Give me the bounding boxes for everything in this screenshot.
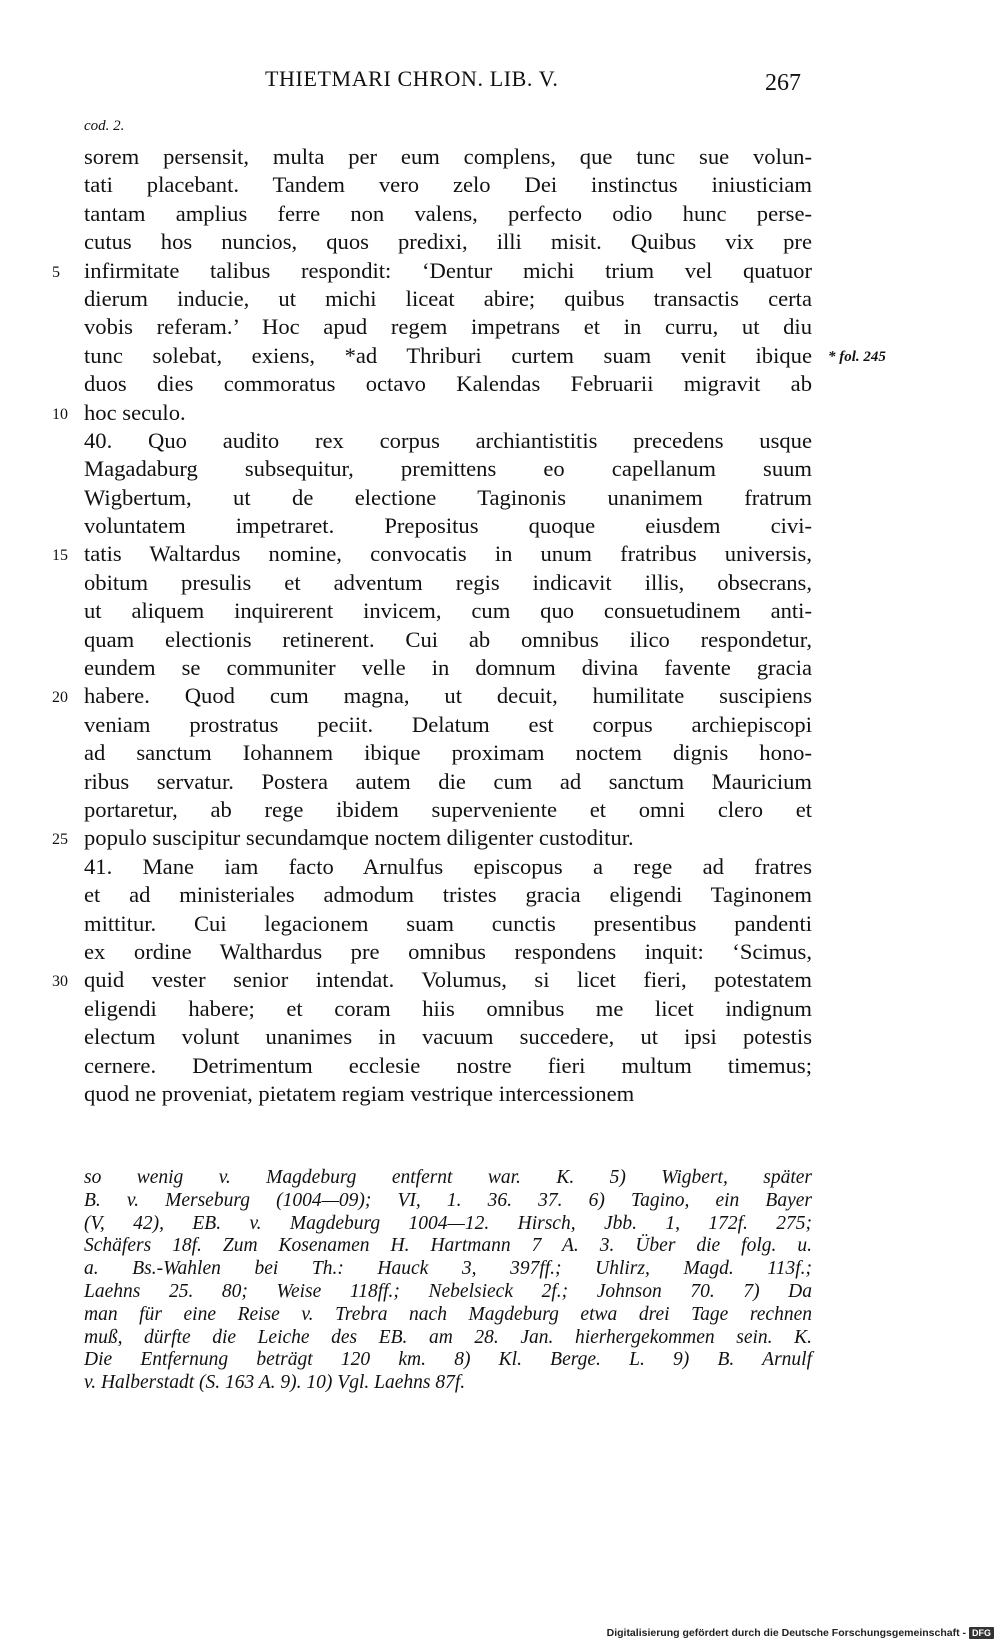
line-text: eundem se communiter velle in domnum divina favente gracia [84, 655, 812, 681]
codex-note: cod. 2. [84, 118, 125, 134]
footnote-line [84, 1213, 812, 1236]
line-text: portaretur, ab rege ibidem superveniente et omni clero et [84, 796, 812, 822]
footnote-text: (V, 42), EB. v. Magdeburg 1004—12. Hirsch, Jbb. 1, 172f. 275; [84, 1212, 812, 1234]
folio-margin-reference: * fol. 245 [828, 348, 886, 365]
line-text: 41. Mane iam facto Arnulfus episcopus a rege ad fratres [84, 853, 812, 879]
footnote-text: a. Bs.-Wahlen bei Th.: Hauck 3, 397ff.; Uhlirz, Magd. 113f.; [84, 1258, 812, 1280]
line-text: populo suscipitur secundamque noctem diligenter custoditur. [84, 825, 634, 851]
footnote-line [84, 1327, 812, 1350]
line-text: tunc solebat, exiens, *ad Thriburi curtem suam venit ibique [84, 342, 812, 368]
text-line [52, 540, 812, 568]
text-line [84, 1052, 812, 1080]
footnote-line [84, 1235, 812, 1258]
text-line [84, 796, 812, 824]
line-text: 40. Quo audito rex corpus archiantistitis precedens usque [84, 427, 812, 453]
line-text: electum volunt unanimes in vacuum succedere, ut ipsi potestis [84, 1024, 812, 1050]
running-title: THIETMARI CHRON. LIB. V. [265, 66, 559, 91]
footnote-text: v. Halberstadt (S. 163 A. 9). 10) Vgl. Laehns 87f. [84, 1372, 466, 1394]
text-line [84, 455, 812, 483]
text-line [84, 881, 812, 909]
footnote-text: B. v. Merseburg (1004—09); VI, 1. 36. 37. 6) Tagino, ein Bayer [84, 1189, 812, 1211]
line-text: tatis Waltardus nomine, convocatis in unum fratribus universis, [84, 541, 812, 567]
text-line [84, 512, 812, 540]
footnote-line [84, 1281, 812, 1304]
text-line [52, 966, 812, 994]
text-line [84, 427, 812, 455]
footnote-text: muß, dürfte die Leiche des EB. am 28. Jan. hierhergekommen sein. K. [84, 1326, 812, 1348]
line-number: 30 [52, 973, 68, 991]
footnote-text: Schäfers 18f. Zum Kosenamen H. Hartmann 7 A. 3. Über die folg. u. [84, 1235, 812, 1257]
dfg-logo: DFG [969, 1627, 994, 1639]
line-text: cutus hos nuncios, quos predixi, illi misit. Quibus vix pre [84, 229, 812, 255]
page-number: 267 [765, 70, 801, 96]
footnote-text: so wenig v. Magdeburg entfernt war. K. 5) Wigbert, später [84, 1167, 812, 1188]
text-line [52, 399, 812, 427]
page-header [0, 66, 1000, 100]
text-line [84, 171, 812, 199]
line-number: 15 [52, 547, 68, 565]
line-text: tati placebant. Tandem vero zelo Dei instinctus iniusticiam [84, 172, 812, 198]
text-line [84, 626, 812, 654]
text-line [84, 484, 812, 512]
line-text: mittitur. Cui legacionem suam cunctis presentibus pandenti [84, 910, 812, 936]
digitization-credit [607, 1627, 994, 1639]
text-line [84, 995, 812, 1023]
line-text: ut aliquem inquirerent invicem, cum quo consuetudinem anti- [84, 598, 812, 624]
text-line [52, 824, 812, 852]
text-line [84, 1080, 812, 1108]
line-number: 5 [52, 263, 60, 281]
line-text: quod ne proveniat, pietatem regiam vestrique intercessionem [84, 1080, 635, 1106]
footnote-text: man für eine Reise v. Trebra nach Magdeburg etwa drei Tage rechnen [84, 1303, 812, 1325]
text-line [84, 597, 812, 625]
text-line [84, 370, 812, 398]
line-text: ribus servatur. Postera autem die cum ad sanctum Mauricium [84, 768, 812, 794]
main-text [52, 143, 886, 1108]
line-text: Magadaburg subsequitur, premittens eo capellanum suum [84, 456, 812, 482]
line-text: quam electionis retinerent. Cui ab omnibus ilico respondetur, [84, 626, 812, 652]
text-line [84, 910, 812, 938]
footnote-text: Die Entfernung beträgt 120 km. 8) Kl. Berge. L. 9) B. Arnulf [84, 1349, 812, 1371]
line-text: cernere. Detrimentum ecclesie nostre fieri multum timemus; [84, 1052, 812, 1078]
footnotes [84, 1167, 812, 1395]
line-text: voluntatem impetraret. Prepositus quoque eiusdem civi- [84, 513, 812, 539]
text-line [84, 569, 812, 597]
line-text: hoc seculo. [84, 399, 186, 425]
footnote-line [84, 1304, 812, 1327]
text-line [84, 711, 812, 739]
text-line [84, 768, 812, 796]
line-text: dierum inducie, ut michi liceat abire; quibus transactis certa [84, 285, 812, 311]
text-line [84, 853, 812, 881]
line-number: 20 [52, 689, 68, 707]
line-text: sorem persensit, multa per eum complens, que tunc sue volun- [84, 144, 812, 169]
line-text: obitum presulis et adventum regis indicavit illis, obsecrans, [84, 569, 812, 595]
line-text: duos dies commoratus octavo Kalendas Februarii migravit ab [84, 371, 812, 397]
line-text: tantam amplius ferre non valens, perfecto odio hunc perse- [84, 200, 812, 226]
line-text: vobis referam.’ Hoc apud regem impetrans et in curru, ut diu [84, 314, 812, 340]
line-number: 10 [52, 405, 68, 423]
footnote-line [84, 1349, 812, 1372]
line-text: ex ordine Walthardus pre omnibus respondens inquit: ‘Scimus, [84, 938, 812, 964]
line-text: eligendi habere; et coram hiis omnibus me licet indignum [84, 995, 812, 1021]
line-number: 25 [52, 831, 68, 849]
line-text: infirmitate talibus respondit: ‘Dentur michi trium vel quatuor [84, 257, 812, 283]
line-text: habere. Quod cum magna, ut decuit, humilitate suscipiens [84, 683, 812, 709]
line-text: Wigbertum, ut de electione Taginonis unanimem fratrum [84, 484, 812, 510]
footnote-line [84, 1372, 812, 1395]
line-text: et ad ministeriales admodum tristes gracia eligendi Taginonem [84, 882, 812, 908]
line-text: quid vester senior intendat. Volumus, si licet fieri, potestatem [84, 967, 812, 993]
text-line [84, 654, 812, 682]
text-line [52, 682, 812, 710]
line-text: ad sanctum Iohannem ibique proximam noctem dignis hono- [84, 740, 812, 766]
text-line [52, 257, 812, 285]
text-line [84, 200, 812, 228]
footnote-line [84, 1167, 812, 1190]
line-text: veniam prostratus peciit. Delatum est corpus archiepiscopi [84, 711, 812, 737]
footnote-text: Laehns 25. 80; Weise 118ff.; Nebelsieck 2f.; Johnson 70. 7) Da [84, 1280, 812, 1302]
text-line [84, 938, 812, 966]
text-line [84, 313, 812, 341]
text-line [84, 1023, 812, 1051]
footnote-line [84, 1258, 812, 1281]
credit-text: Digitalisierung gefördert durch die Deutsche Forschungsgemeinschaft - [606, 1626, 966, 1639]
footnote-line [84, 1190, 812, 1213]
text-line [84, 285, 812, 313]
text-line [84, 739, 812, 767]
text-line [84, 342, 886, 370]
text-line [84, 143, 812, 171]
text-line [84, 228, 812, 256]
